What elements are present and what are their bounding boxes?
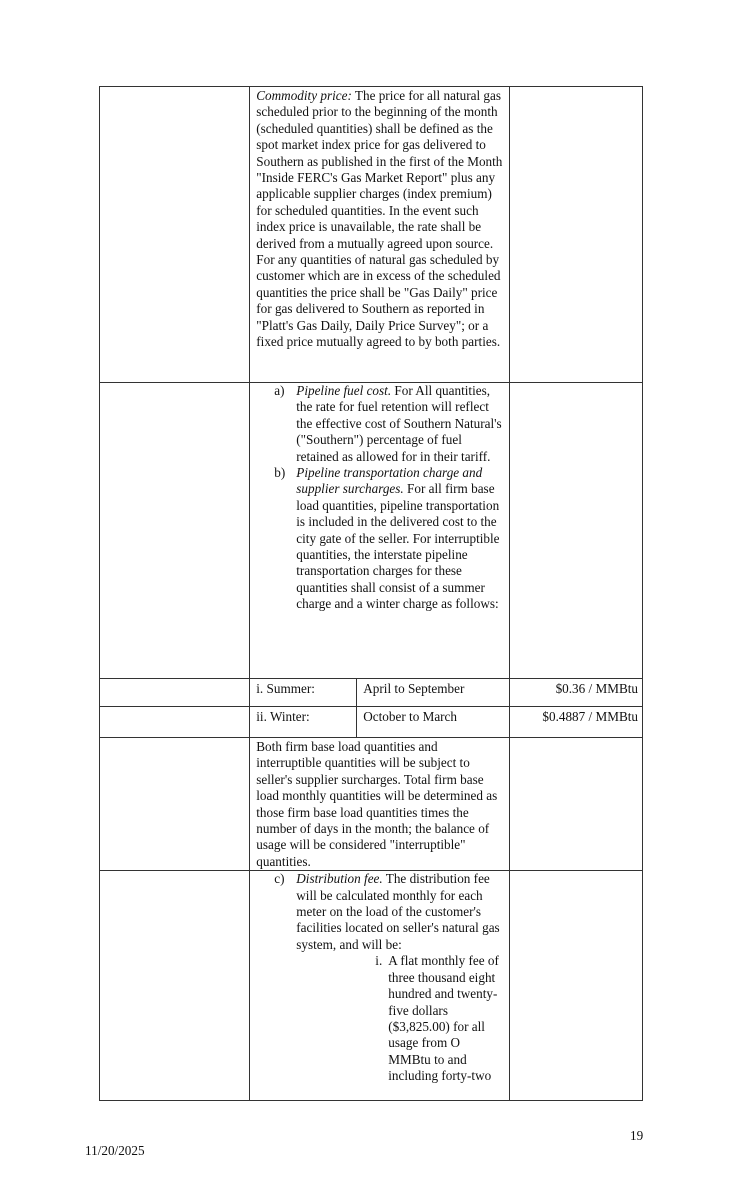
item-text: For all firm base load quantities, pipeline transportation is included in the delivered cost to the city gate of the seller. For interruptible quantities, the interstate pipeline transportation charges for these quantities shall consist of a summer charge and a winter charge as follows: <box>296 481 500 612</box>
list-item-a <box>250 383 508 465</box>
winter-price-cell <box>509 707 642 738</box>
season-price: $0.4887 / MMBtu <box>542 709 638 724</box>
sub-list-item-i <box>250 953 508 1084</box>
surcharges-cell <box>250 738 509 871</box>
list-item-b <box>250 465 508 613</box>
list-marker: a) <box>274 383 285 398</box>
footer-date: 11/20/2025 <box>85 1143 145 1158</box>
distribution-cell <box>250 871 509 1101</box>
sub-list-marker: i. <box>375 953 383 969</box>
empty-cell <box>100 738 250 871</box>
commodity-paragraph <box>250 87 508 351</box>
empty-cell <box>100 383 250 679</box>
summer-price-cell <box>509 679 642 707</box>
sub-item-text: A flat monthly fee of three thousand eight hundred and twenty-five dollars ($3,825.00) for all usage from O MMBtu to and including forty-two <box>388 953 499 1084</box>
item-label: Distribution fee. <box>296 871 383 887</box>
empty-cell <box>509 383 642 679</box>
rate-schedule-table <box>99 86 643 1101</box>
empty-cell <box>100 871 250 1101</box>
list-marker: c) <box>274 871 285 887</box>
empty-cell <box>100 707 250 738</box>
empty-cell <box>509 738 642 871</box>
item-text: The distribution fee will be calculated monthly for each meter on the load of the customer's facilities located on seller's natural gas system, and will be: <box>296 871 500 952</box>
commodity-cell <box>250 87 509 383</box>
item-label: Pipeline transportation charge and supplier surcharges. <box>296 465 483 497</box>
table-row-commodity <box>100 87 643 383</box>
summer-season-cell <box>250 679 509 707</box>
table-row-distribution <box>100 871 643 1101</box>
season-price: $0.36 / MMBtu <box>555 681 638 696</box>
pipeline-cell <box>250 383 509 679</box>
commodity-text: The price for all natural gas scheduled prior to the beginning of the month (scheduled quantities) shall be defined as the spot market index price for gas delivered to Southern as published in the first of the Month "Inside FERC's Gas Market Report" plus any applicable supplier charges (index premium) for scheduled quantities. In the event such index price is unavailable, the rate shall be derived from a mutually agreed upon source. For any quantities of natural gas scheduled by customer which are in excess of the scheduled quantities the price shall be "Gas Daily" price for gas delivered to Southern as reported in "Platt's Gas Daily, Daily Price Survey"; or a fixed price mutually agreed to by both parties. <box>256 88 503 350</box>
empty-cell <box>100 679 250 707</box>
table-row-winter-rate <box>100 707 643 738</box>
item-label: Pipeline fuel cost. <box>296 383 392 398</box>
list-item-c <box>250 871 508 953</box>
table-row-pipeline <box>100 383 643 679</box>
season-label: i. Summer: <box>250 679 357 706</box>
commodity-label: Commodity price: <box>256 88 352 103</box>
table-row-summer-rate <box>100 679 643 707</box>
empty-cell <box>509 871 642 1101</box>
item-text: For All quantities, the rate for fuel retention will reflect the effective cost of Southern Natural's ("Southern") percentage of fuel retained as allowed for in their tariff. <box>296 383 502 464</box>
season-period: April to September <box>363 681 465 696</box>
empty-cell <box>100 87 250 383</box>
season-label: ii. Winter: <box>250 707 357 737</box>
empty-cell <box>509 87 642 383</box>
surcharges-paragraph: Both firm base load quantities and interruptible quantities will be subject to seller's supplier surcharges. Total firm base load monthly quantities will be determined as those firm base load quantities times the number of days in the month; the balance of usage will be considered "interruptible" quantities. <box>256 739 498 869</box>
page-number: 19 <box>630 1128 644 1143</box>
winter-season-cell <box>250 707 509 738</box>
season-period: October to March <box>363 709 458 724</box>
table-row-surcharges <box>100 738 643 871</box>
list-marker: b) <box>274 465 286 481</box>
